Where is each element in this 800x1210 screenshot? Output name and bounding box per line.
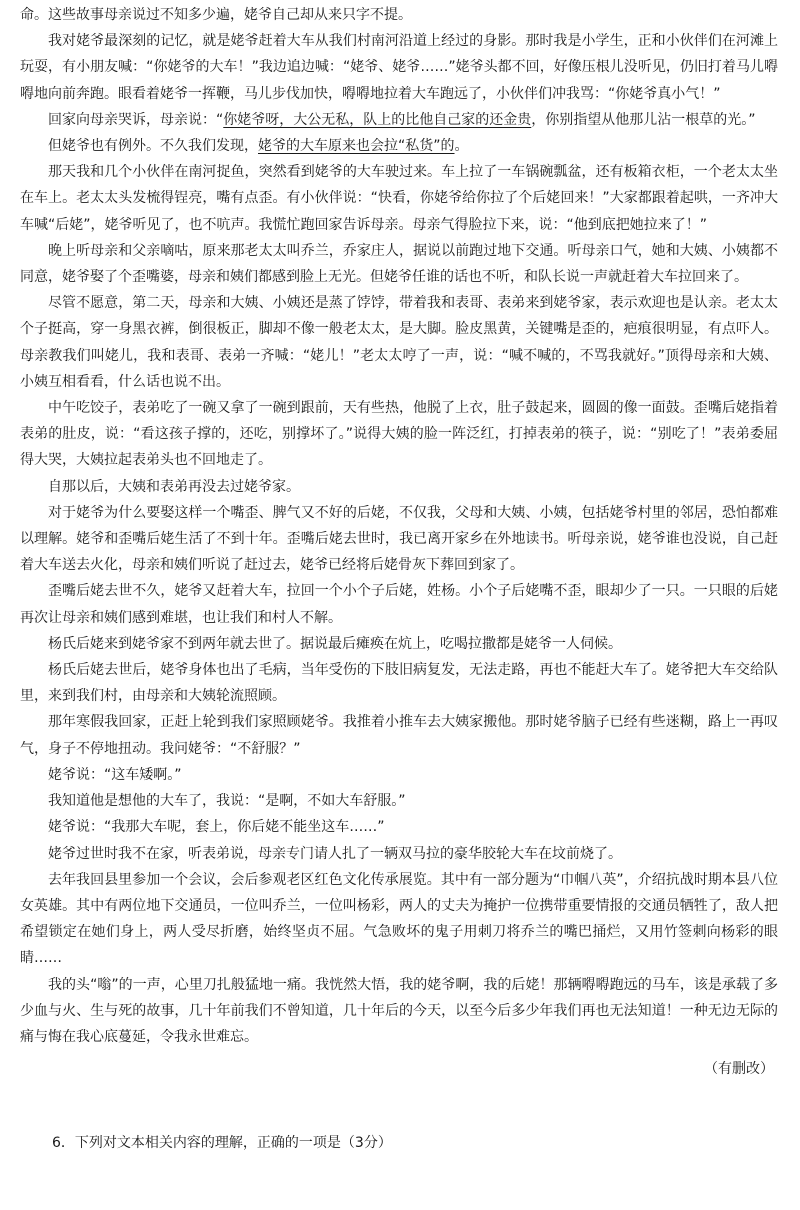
paragraph [20, 107, 778, 133]
paragraph: 我知道他是想他的大车了，我说：“是啊，不如大车舒服。” [48, 793, 406, 810]
underlined-sentence: 你姥爷呀，大公无私，队上的比他自己家的还金贵 [223, 111, 532, 128]
paragraph: 去年我回县里参加一个会议，会后参观老区红色文化传承展览。其中有一部分题为“巾帼八英”，介绍抗战时期本县八位女英雄。其中有两位地下交通员，一位叫乔兰，一位叫杨彩，两人的丈夫为掩护一位携带重要情报的交通员牺牲了，敌人把希望锁定在她们身上，两人受尽折磨，始终坚贞不屈。气急败坏的鬼子用刺刀将乔兰的嘴巴捅烂，又用竹签刺向杨彩的眼睛…… [20, 871, 778, 967]
paragraph: 那年寒假我回家，正赶上轮到我们家照顾姥爷。我推着小推车去大姨家搬他。那时姥爷脑子已经有些迷糊，路上一再叹气，身子不停地扭动。我问姥爷：“不舒服？” [20, 714, 778, 757]
paragraph: 我的头“嗡”的一声，心里刀扎般猛地一痛。我恍然大悟，我的姥爷啊，我的后姥！那辆嘚嘚跑远的马车，该是承载了多少血与火、生与死的故事，几十年前我们不曾知道，几十年后的今天，以至今后多少年我们再也无法知道！一种无边无际的痛与悔在我心底蔓延，令我永世难忘。 [20, 976, 778, 1045]
underlined-sentence: 姥爷的大车原来也会拉“私货”的 [258, 138, 455, 155]
paragraph-text: 。 [454, 138, 469, 155]
paragraph: 姥爷说：“我那大车呢，套上，你后姥不能坐这车……” [48, 819, 385, 836]
paragraph: 杨氏后姥去世后，姥爷身体也出了毛病，当年受伤的下肢旧病复发，无法走路，再也不能赶大车了。姥爷把大车交给队里，来到我们村，由母亲和大姨轮流照顾。 [20, 662, 778, 705]
paragraph: 歪嘴后姥去世不久，姥爷又赶着大车，拉回一个小个子后姥，姓杨。小个子后姥嘴不歪，眼却少了一只。一只眼的后姥再次让母亲和姨们感到难堪，也让我们和村人不解。 [20, 583, 778, 626]
paragraph-text: 回家向母亲哭诉，母亲说：“ [48, 111, 224, 128]
paragraph: 那天我和几个小伙伴在南河捉鱼，突然看到姥爷的大车驶过来。车上拉了一车锅碗瓢盆，还有板箱衣柜，一个老太太坐在车上。老太太头发梳得锃亮，嘴有点歪。有小伙伴说：“快看，你姥爷给你拉了个后姥回来！”大家都跟着起哄，一齐冲大车喊“后姥”，姥爷听见了，也不吭声。我慌忙跑回家告诉母亲。母亲气得脸拉下来，说：“他到底把她拉来了！” [20, 164, 778, 233]
paragraph-text: 但姥爷也有例外。不久我们发现， [48, 138, 258, 155]
paragraph: 中午吃饺子，表弟吃了一碗又拿了一碗到跟前，天有些热，他脱了上衣，肚子鼓起来，圆圆的像一面鼓。歪嘴后姥指着表弟的肚皮，说：“看这孩子撑的，还吃，别撑坏了。”说得大姨的脸一阵泛红，打掉表弟的筷子，说：“别吃了！”表弟委屈得大哭，大姨拉起表弟头也不回地走了。 [20, 400, 778, 469]
source-note: （有删改） [704, 1061, 774, 1078]
paragraph [20, 133, 778, 159]
paragraph: 命。这些故事母亲说过不知多少遍，姥爷自己却从来只字不提。 [20, 7, 412, 23]
paragraph: 姥爷过世时我不在家，听表弟说，母亲专门请人扎了一辆双马拉的豪华胶轮大车在坟前烧了。 [48, 845, 622, 862]
paragraph: 自那以后，大姨和表弟再没去过姥爷家。 [48, 478, 300, 495]
paragraph: 对于姥爷为什么要娶这样一个嘴歪、脾气又不好的后姥，不仅我，父母和大姨、小姨，包括姥爷村里的邻居，恐怕都难以理解。姥爷和歪嘴后姥生活了不到十年。歪嘴后姥去世时，我已离开家乡在外地读书。听母亲说，姥爷谁也没说，自己赶着大车送去火化，母亲和姨们听说了赶过去，姥爷已经将后姥骨灰下葬回到家了。 [20, 504, 778, 574]
paragraph: 晚上听母亲和父亲嘀咕，原来那老太太叫乔兰，乔家庄人，据说以前跑过地下交通。听母亲口气，她和大姨、小姨都不同意，姥爷娶了个歪嘴婆，母亲和姨们都感到脸上无光。但姥爷任谁的话也不听，和队长说一声就赶着大车拉回来了。 [20, 242, 778, 286]
paragraph: 尽管不愿意，第二天，母亲和大姨、小姨还是蒸了饽饽，带着我和表哥、表弟来到姥爷家，表示欢迎也是认亲。老太太个子挺高，穿一身黑衣裤，倒很板正，脚却不像一般老太太，是大脚。脸皮黑黄，关键嘴是歪的，疤痕很明显，有点吓人。母亲教我们叫姥儿，我和表哥、表弟一齐喊：“姥儿！”老太太哼了一声，说：“喊不喊的，不骂我就好。”顶得母亲和大姨、小姨互相看看，什么话也说不出。 [20, 295, 778, 390]
paragraph: 姥爷说：“这车矮啊。” [48, 766, 182, 783]
paragraph-text: ，你别指望从他那儿沾一根草的光。” [531, 111, 756, 128]
question-stem: 6．下列对文本相关内容的理解，正确的一项是（3分） [52, 1135, 392, 1151]
paragraph: 杨氏后姥来到姥爷家不到两年就去世了。据说最后瘫痪在炕上，吃喝拉撒都是姥爷一人伺候。 [48, 635, 622, 652]
paragraph: 我对姥爷最深刻的记忆，就是姥爷赶着大车从我们村南河沿道上经过的身影。那时我是小学生，正和小伙伴们在河滩上玩耍，有小朋友喊：“你姥爷的大车！”我边追边喊：“姥爷、姥爷……”姥爷头都不回，好像压根儿没听见，仍旧打着马儿嘚嘚地向前奔跑。眼看着姥爷一挥鞭，马儿步伐加快，嘚嘚地拉着大车跑远了，小伙伴们冲我骂：“你姥爷真小气！” [20, 33, 778, 102]
article-body [20, 2, 778, 1082]
